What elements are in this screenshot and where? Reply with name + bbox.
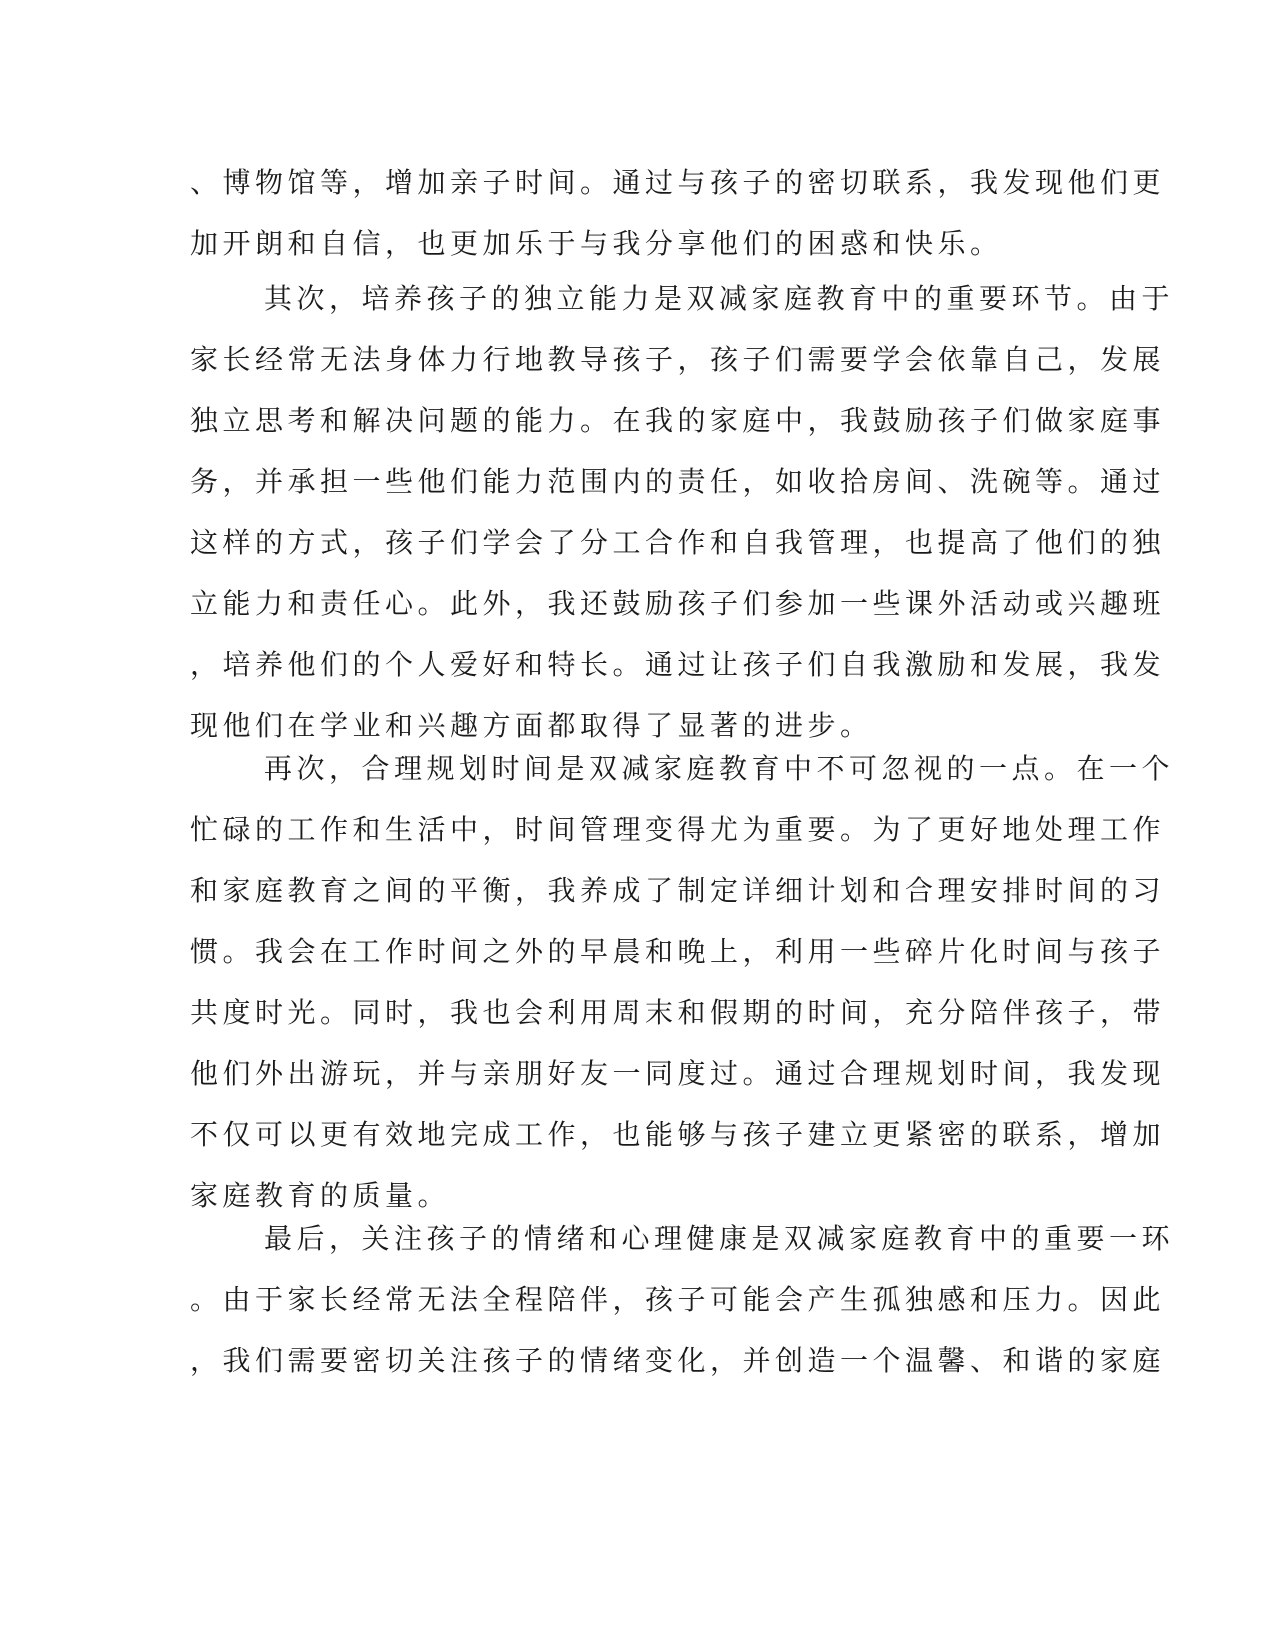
text-line: 他们外出游玩，并与亲朋好友一同度过。通过合理规划时间，我发现 <box>190 1057 1166 1090</box>
text-line: 最后，关注孩子的情绪和心理健康是双减家庭教育中的重要一环 <box>264 1222 1175 1255</box>
text-line: 共度时光。同时，我也会利用周末和假期的时间，充分陪伴孩子，带 <box>190 996 1166 1029</box>
text-line: 惯。我会在工作时间之外的早晨和晚上，利用一些碎片化时间与孩子 <box>190 935 1166 968</box>
paragraph-4 <box>190 1208 1175 1391</box>
paragraph-2 <box>190 268 1175 756</box>
text-line: 和家庭教育之间的平衡，我养成了制定详细计划和合理安排时间的习 <box>190 874 1166 907</box>
text-line: 。由于家长经常无法全程陪伴，孩子可能会产生孤独感和压力。因此 <box>190 1283 1166 1316</box>
text-line: 家长经常无法身体力行地教导孩子，孩子们需要学会依靠自己，发展 <box>190 343 1166 376</box>
text-line: 其次，培养孩子的独立能力是双减家庭教育中的重要环节。由于 <box>264 282 1175 315</box>
text-line: ，培养他们的个人爱好和特长。通过让孩子们自我激励和发展，我发 <box>190 648 1166 681</box>
text-line: 独立思考和解决问题的能力。在我的家庭中，我鼓励孩子们做家庭事 <box>190 404 1166 437</box>
text-line: 这样的方式，孩子们学会了分工合作和自我管理，也提高了他们的独 <box>190 526 1166 559</box>
text-line: ，我们需要密切关注孩子的情绪变化，并创造一个温馨、和谐的家庭 <box>190 1344 1166 1377</box>
text-line: 加开朗和自信，也更加乐于与我分享他们的困惑和快乐。 <box>190 227 1003 260</box>
paragraph-3 <box>190 738 1175 1226</box>
text-line: 不仅可以更有效地完成工作，也能够与孩子建立更紧密的联系，增加 <box>190 1118 1166 1151</box>
text-line: 家庭教育的质量。 <box>190 1179 451 1212</box>
text-line: 务，并承担一些他们能力范围内的责任，如收拾房间、洗碗等。通过 <box>190 465 1166 498</box>
text-line: 立能力和责任心。此外，我还鼓励孩子们参加一些课外活动或兴趣班 <box>190 587 1166 620</box>
text-line: 、博物馆等，增加亲子时间。通过与孩子的密切联系，我发现他们更 <box>190 166 1166 199</box>
paragraph-1 <box>190 152 1166 274</box>
text-line: 再次，合理规划时间是双减家庭教育中不可忽视的一点。在一个 <box>264 752 1175 785</box>
text-line: 忙碌的工作和生活中，时间管理变得尤为重要。为了更好地处理工作 <box>190 813 1166 846</box>
text-line: 现他们在学业和兴趣方面都取得了显著的进步。 <box>190 709 873 742</box>
